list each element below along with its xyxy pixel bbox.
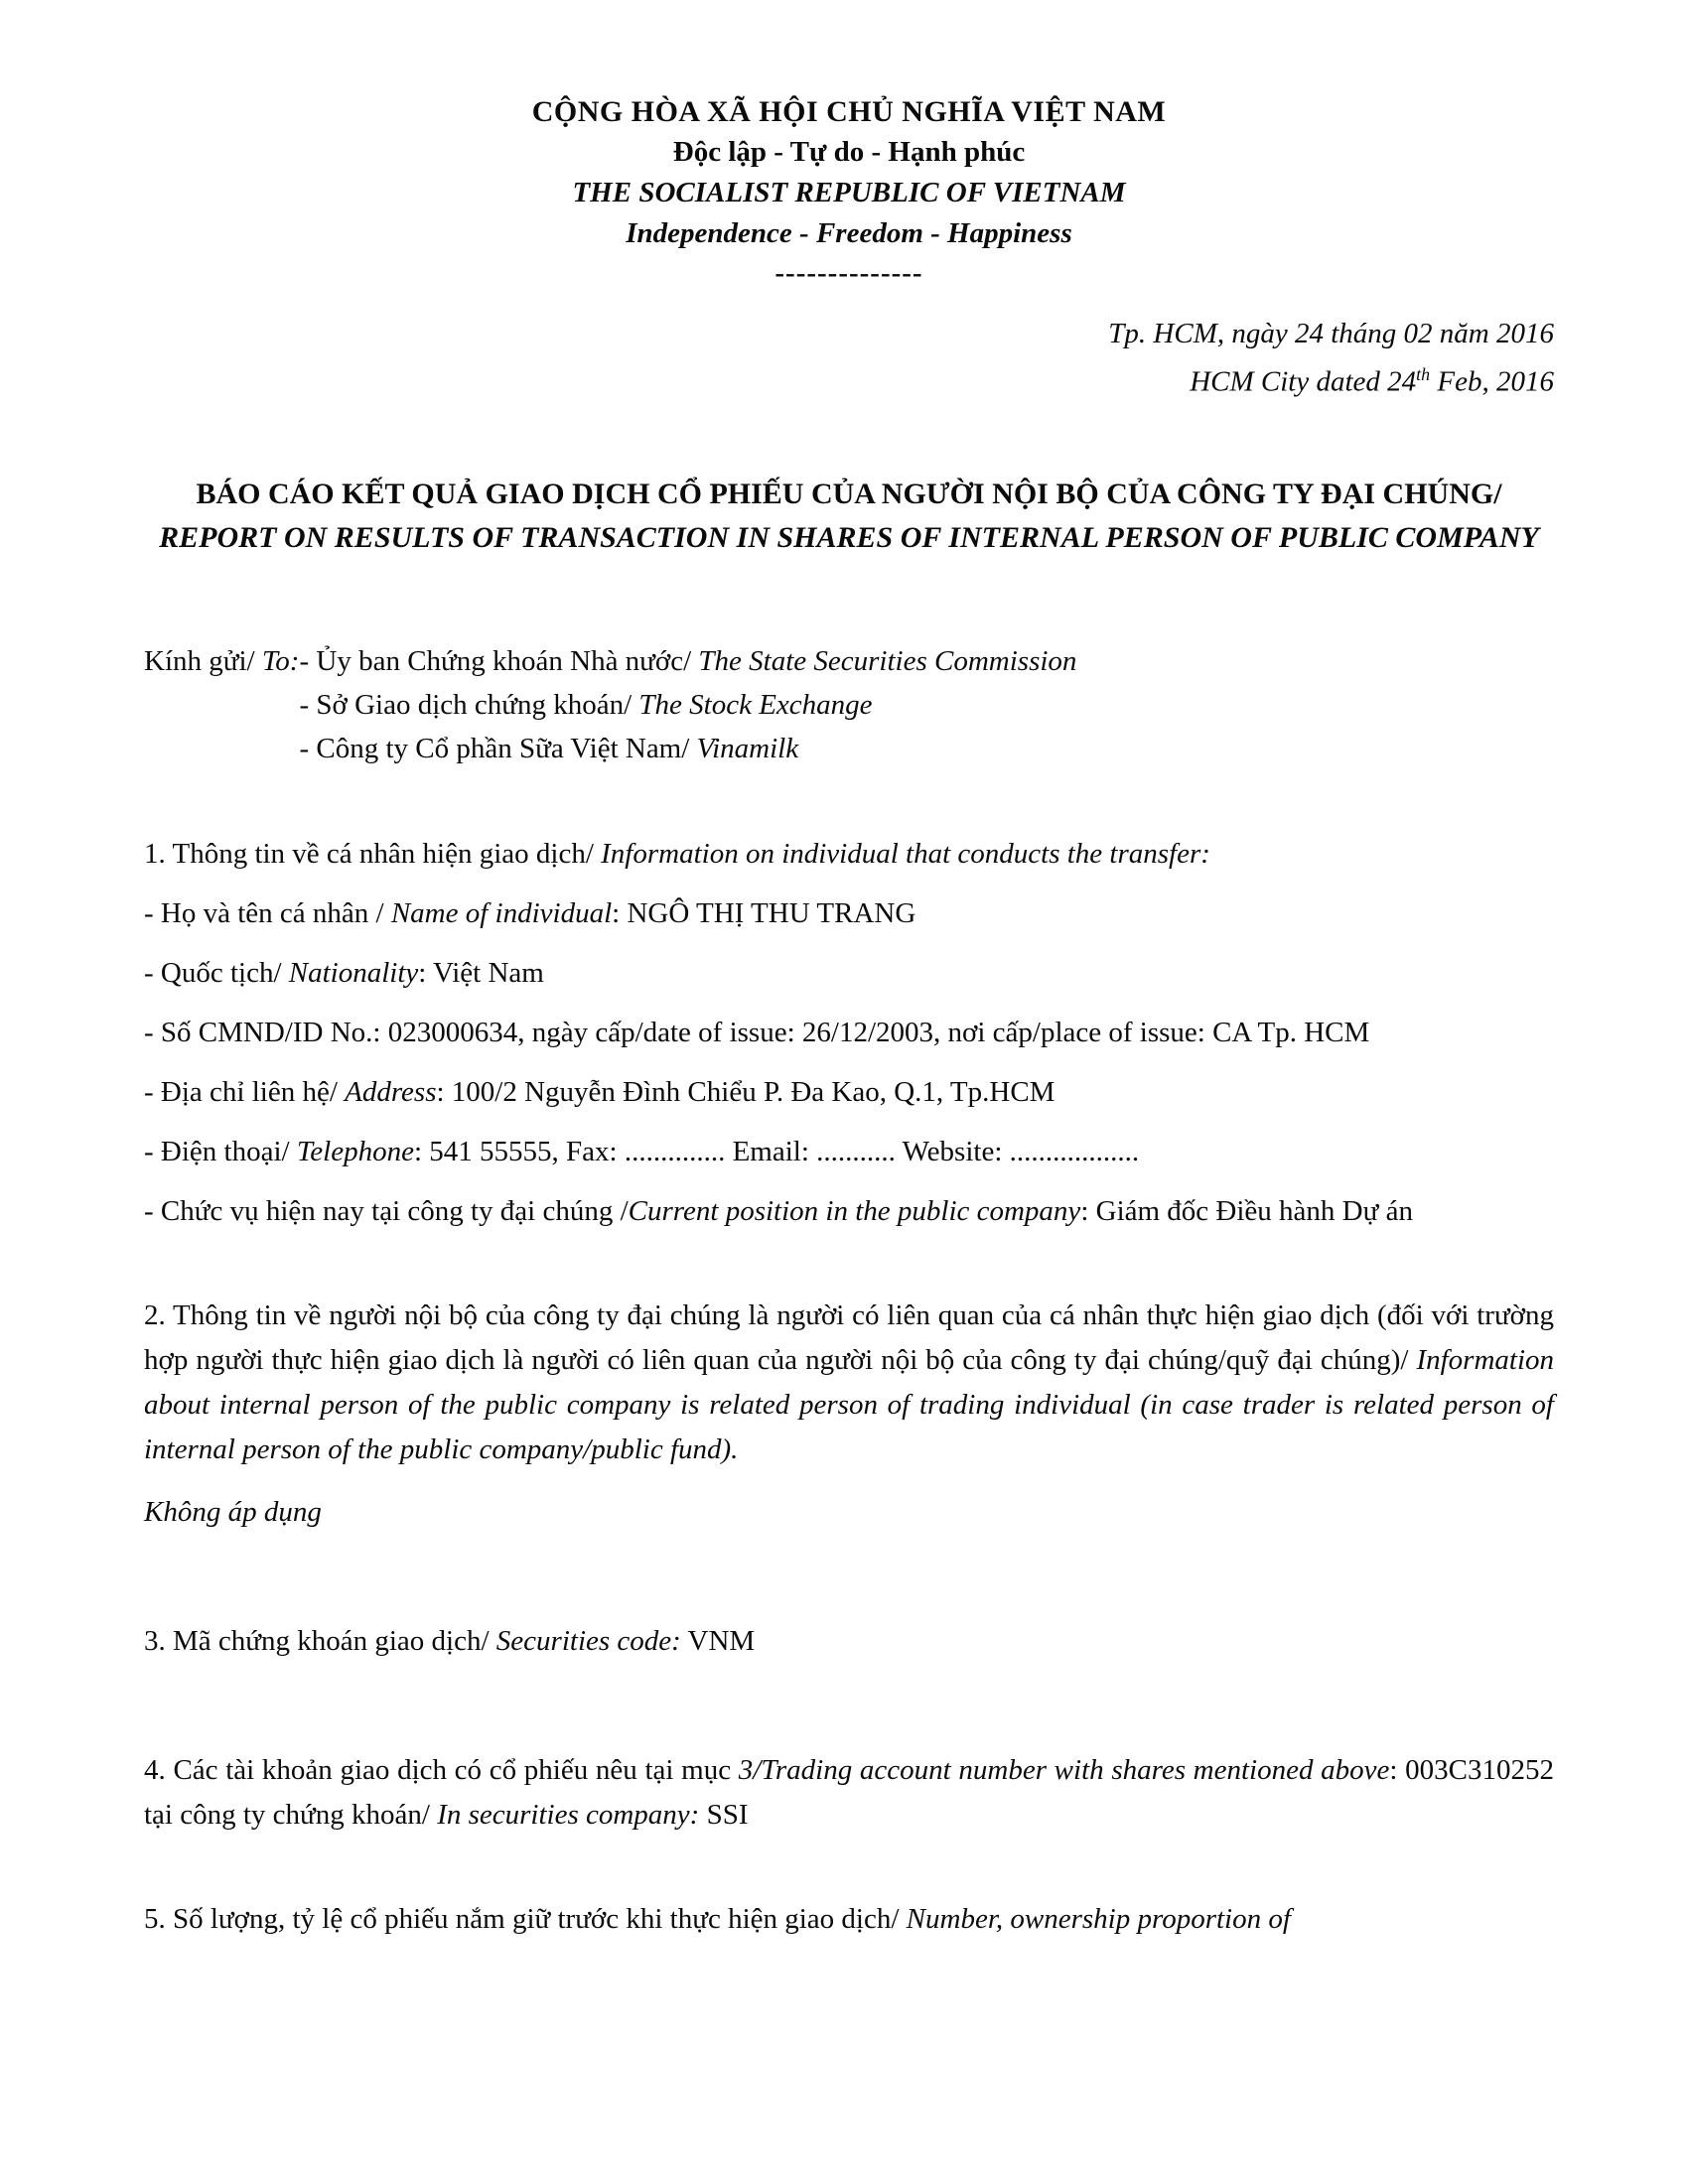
national-title: CỘNG HÒA XÃ HỘI CHỦ NGHĨA VIỆT NAM — [531, 95, 1167, 128]
section-4-vi2: : 003C310252 tại công ty chứng khoán/ — [144, 1753, 1554, 1831]
field-value: : NGÔ THỊ THU TRANG — [612, 896, 916, 929]
section-2-note: Không áp dụng — [144, 1495, 322, 1528]
field-value: : Giám đốc Điều hành Dự án — [1080, 1194, 1413, 1227]
section-3-vi: 3. Mã chứng khoán giao dịch/ — [144, 1624, 496, 1657]
section-4-value: SSI — [699, 1798, 749, 1831]
section-3-paragraph — [144, 1619, 1554, 1664]
field-label-en: Address — [345, 1075, 437, 1108]
recipients-list — [299, 639, 1076, 770]
recipient-vinamilk — [299, 727, 1076, 770]
section-1-heading-vi: 1. Thông tin về cá nhân hiện giao dịch/ — [144, 837, 602, 870]
dateline-en-prefix: HCM City dated 24 — [1190, 365, 1417, 398]
dateline-en — [144, 354, 1554, 403]
dateline — [144, 314, 1554, 403]
national-motto-en: Independence - Freedom - Happiness — [626, 217, 1072, 249]
dateline-en-ordinal: th — [1416, 364, 1431, 384]
section-3-en: Securities code: — [495, 1624, 681, 1657]
field-label-en: Current position in the public company — [628, 1194, 1081, 1227]
field-id-number — [144, 1011, 1554, 1055]
recipients-label-vi: Kính gửi/ — [144, 644, 262, 677]
recipients — [144, 639, 1554, 770]
field-value: : 541 55555, Fax: .............. Email: ........... Website: .................. — [413, 1135, 1140, 1167]
field-label-en: Name of individual — [390, 896, 613, 929]
national-motto-vi: Độc lập - Tự do - Hạnh phúc — [672, 136, 1026, 168]
recipients-label — [144, 639, 299, 770]
section-5-paragraph — [144, 1897, 1554, 1942]
section-1-heading-en: Information on individual that conducts the transfer: — [601, 837, 1210, 870]
recipient-vi: - Ủy ban Chứng khoán Nhà nước/ — [299, 644, 699, 677]
report-title-vi: BÁO CÁO KẾT QUẢ GIAO DỊCH CỔ PHIẾU CỦA NGƯỜI NỘI BỘ CỦA CÔNG TY ĐẠI CHÚNG/ — [196, 477, 1502, 510]
section-2-vi: 2. Thông tin về người nội bộ của công ty đại chúng là người có liên quan của cá nhân thực hiện giao dịch (đối với trường hợp người thực hiện giao dịch là người có liên quan của người nội bộ của công ty đại chúng/quỹ đại chúng)/ — [144, 1298, 1554, 1376]
recipient-vi: - Sở Giao dịch chứng khoán/ — [299, 688, 639, 721]
field-label-vi: - Quốc tịch/ — [144, 956, 289, 989]
section-4-vi1: 4. Các tài khoản giao dịch có cổ phiếu nêu tại mục — [144, 1753, 739, 1786]
national-header — [144, 91, 1554, 288]
field-label-en: Nationality — [288, 956, 419, 989]
section-3-value: VNM — [680, 1624, 756, 1657]
section-1-heading — [144, 832, 1554, 877]
report-title-en: REPORT ON RESULTS OF TRANSACTION IN SHARES OF INTERNAL PERSON OF PUBLIC COMPANY — [159, 520, 1539, 554]
section-5-en: Number, ownership proportion of — [906, 1902, 1291, 1935]
dateline-en-suffix: Feb, 2016 — [1430, 365, 1554, 398]
field-label-vi: - Địa chỉ liên hệ/ — [144, 1075, 346, 1108]
section-2-paragraph — [144, 1294, 1554, 1472]
field-current-position — [144, 1189, 1554, 1234]
recipient-vi: - Công ty Cổ phần Sữa Việt Nam/ — [299, 732, 697, 764]
field-text: - Số CMND/ID No.: 023000634, ngày cấp/date of issue: 26/12/2003, nơi cấp/place of issue: CA Tp. HCM — [144, 1016, 1370, 1048]
section-4-en2: In securities company: — [437, 1798, 700, 1831]
field-nationality — [144, 951, 1554, 996]
field-address — [144, 1070, 1554, 1115]
recipient-stock-exchange — [299, 683, 1076, 727]
field-telephone — [144, 1130, 1554, 1174]
national-title-en: THE SOCIALIST REPUBLIC OF VIETNAM — [572, 177, 1126, 208]
field-individual-name — [144, 891, 1554, 936]
section-2-en: Information about internal person of the public company is related person of trading individual (in case trader is related person of internal person of the public company/public fund). — [144, 1343, 1554, 1465]
recipient-state-securities-commission — [299, 639, 1076, 683]
recipient-en: The State Securities Commission — [698, 644, 1077, 677]
section-4-en1: 3/Trading account number with shares mentioned above — [738, 1753, 1390, 1786]
dateline-vi: Tp. HCM, ngày 24 tháng 02 năm 2016 — [1108, 318, 1554, 349]
field-value: : 100/2 Nguyễn Đình Chiểu P. Đa Kao, Q.1, Tp.HCM — [436, 1075, 1055, 1108]
section-4-paragraph — [144, 1748, 1554, 1838]
recipients-label-en: To: — [261, 644, 300, 677]
field-label-vi: - Điện thoại/ — [144, 1135, 297, 1167]
recipient-en: The Stock Exchange — [638, 688, 873, 721]
field-label-en: Telephone — [296, 1135, 414, 1167]
field-label-vi: - Họ và tên cá nhân / — [144, 896, 391, 929]
recipient-en: Vinamilk — [696, 732, 799, 764]
section-5-vi: 5. Số lượng, tỷ lệ cổ phiếu nắm giữ trước khi thực hiện giao dịch/ — [144, 1902, 907, 1935]
report-title — [144, 473, 1554, 560]
field-label-vi: - Chức vụ hiện nay tại công ty đại chúng / — [144, 1194, 629, 1227]
field-value: : Việt Nam — [418, 956, 544, 989]
header-divider: -------------- — [774, 257, 923, 289]
